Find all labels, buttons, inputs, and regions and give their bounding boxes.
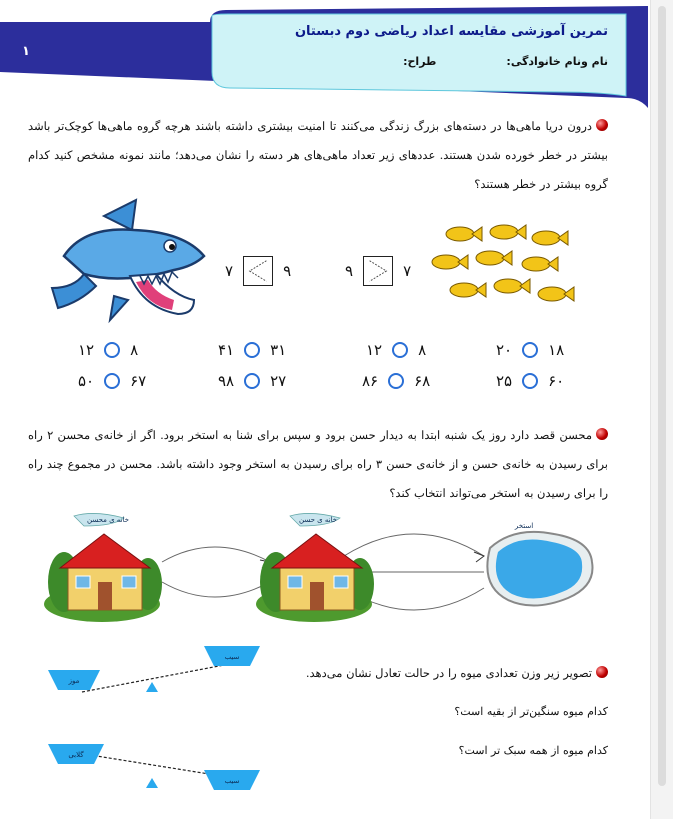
example-left: ۷ ۹ (225, 256, 291, 286)
student-info (403, 55, 608, 68)
balance-scale-1 (44, 642, 274, 702)
house-1 (44, 513, 162, 622)
compare-item: ۸۶ ۶۸ (362, 372, 431, 390)
scrollbar-thumb[interactable] (658, 6, 666, 786)
question-3a: کدام میوه سنگین‌تر از بقیه است؟ (454, 705, 608, 718)
question-1-text: درون دریا ماهی‌ها در دسته‌های بزرگ زندگی می‌کنند تا امنیت بیشتری داشته باشند هرچه گروه ماهی‌ها کوچک‌تر باشد بیشتر در خطر خورده شدن هستند. عددهای زیر تعداد ماهی‌های هر دسته را نشان می‌دهد؛ مانند نمونه مشخص کنید کدام گروه بیشتر در خطر هستند؟ (28, 119, 608, 191)
house-2 (256, 513, 374, 622)
bullet-icon (596, 428, 608, 440)
compare-item: ۴۱ ۳۱ (218, 341, 287, 359)
answer-circle[interactable] (388, 373, 404, 389)
compare-item: ۲۵ ۶۰ (496, 372, 565, 390)
balance-scale-2 (44, 740, 274, 800)
page-number: ۱ (22, 44, 30, 59)
compare-item: ۹۸ ۲۷ (218, 372, 287, 390)
name-label: نام ونام خانوادگی: (506, 55, 608, 68)
compare-item: ۱۲ ۸ (366, 341, 427, 359)
routes-illustration (44, 512, 604, 624)
answer-circle[interactable] (522, 373, 538, 389)
scale-2-right-label: سیب (224, 777, 240, 785)
answer-circle[interactable] (244, 373, 260, 389)
answer-circle[interactable] (244, 342, 260, 358)
less-than-sign-box (243, 256, 273, 286)
label-house-2: خانه ی حسن (299, 516, 337, 524)
pool (487, 532, 592, 606)
example-right: ۹ ۷ (345, 256, 411, 286)
vertical-scrollbar[interactable] (650, 0, 673, 819)
designer-label: طراح: (403, 55, 437, 68)
compare-item: ۱۲ ۸ (78, 341, 139, 359)
answer-circle[interactable] (104, 373, 120, 389)
page-title: تمرین آموزشی مقایسه اعداد ریاضی دوم دبستان (294, 24, 608, 39)
answer-circle[interactable] (522, 342, 538, 358)
question-3b: کدام میوه از همه سبک تر است؟ (458, 744, 608, 757)
compare-item: ۲۰ ۱۸ (496, 341, 565, 359)
label-pool: استخر (514, 522, 534, 530)
fish-school-illustration (428, 220, 588, 320)
answer-circle[interactable] (392, 342, 408, 358)
question-3-text: تصویر زیر وزن تعدادی میوه را در حالت تعادل نشان می‌دهد. (28, 659, 608, 688)
scale-2-left-label: گلابی (68, 751, 84, 759)
bullet-icon (596, 666, 608, 678)
shark-illustration (44, 196, 214, 326)
compare-item: ۵۰ ۶۷ (78, 372, 147, 390)
scale-1-right-label: سیب (224, 653, 240, 661)
question-2-text: محسن قصد دارد روز یک شنبه ابتدا به دیدار حسن برود و سپس برای شنا به استخر برود. اگر از خانه‌ی محسن ۲ راه برای رسیدن به خانه‌ی حسن و از خانه‌ی حسن ۳ راه برای رسیدن به استخر وجود داشته باشد. محسن در مجموع چند راه را برای رسیدن به استخر می‌تواند انتخاب کند؟ (28, 428, 608, 500)
answer-circle[interactable] (104, 342, 120, 358)
label-house-1: خانه ی محسن (87, 516, 129, 524)
scale-1-left-label: موز (68, 677, 80, 685)
greater-than-sign-box (363, 256, 393, 286)
bullet-icon (596, 119, 608, 131)
